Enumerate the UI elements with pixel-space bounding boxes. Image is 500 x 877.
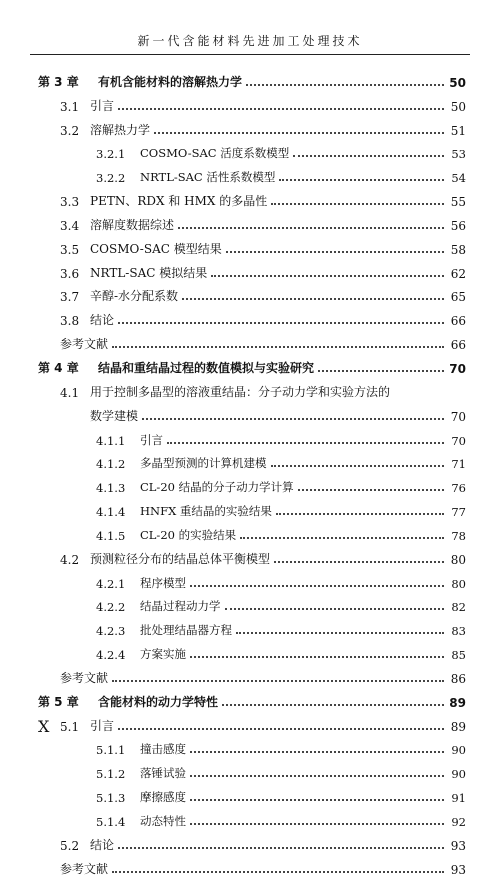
toc-entry-title: 引言 — [140, 432, 163, 447]
toc-entry-title: CL-20 结晶的分子动力学计算 — [140, 480, 294, 495]
dot-leader — [190, 823, 444, 825]
dot-leader — [118, 728, 444, 730]
toc-page-number: 80 — [450, 552, 466, 567]
toc-entry-title: COSMO-SAC 活度系数模型 — [140, 146, 290, 161]
toc-entry-title: 结论 — [90, 837, 115, 852]
toc-entry-number: 4.2.4 — [96, 648, 126, 663]
toc-entry-title: 撞击感度 — [140, 742, 186, 757]
toc-chapter-row — [38, 686, 466, 710]
toc-entry-row — [38, 757, 466, 781]
toc-entry-number: 4.2 — [60, 552, 80, 567]
toc-page-number: 70 — [449, 361, 466, 376]
toc-entry-title: 辛醇-水分配系数 — [90, 289, 179, 304]
dot-leader — [154, 132, 444, 134]
toc-entry-row — [38, 90, 466, 114]
toc-entry-number: 第 5 章 — [38, 694, 79, 709]
toc-entry-number: 5.1.4 — [96, 815, 126, 829]
dot-leader — [178, 227, 444, 229]
toc-page-number: 78 — [451, 528, 466, 543]
dot-leader — [118, 847, 444, 849]
toc-entry-row — [38, 853, 466, 877]
toc-entry-row — [38, 304, 466, 328]
toc-entry-title: 引言 — [90, 718, 115, 733]
toc-entry-title: 结晶过程动力学 — [140, 599, 221, 614]
toc-entry-title: 引言 — [90, 98, 115, 113]
toc-page-number: 76 — [451, 481, 466, 496]
dot-leader — [225, 608, 445, 610]
toc-entry-row — [38, 185, 466, 209]
toc-entry-number: 4.2.3 — [96, 624, 126, 639]
toc-entry-title: 数学建模 — [90, 408, 139, 423]
toc-page-number: 71 — [451, 457, 466, 472]
toc-page-number: 86 — [450, 671, 466, 686]
toc-page-number: 66 — [450, 338, 466, 353]
toc-entry-row — [38, 328, 466, 352]
toc-entry-row — [38, 710, 466, 734]
toc-entry-number: 5.1 — [60, 719, 80, 734]
toc-page-number: 70 — [450, 409, 466, 424]
toc-page-number: 77 — [451, 505, 466, 520]
toc-entry-number: 3.2 — [60, 123, 80, 138]
toc-entry-row — [38, 662, 466, 686]
toc-page-number: 85 — [451, 648, 466, 663]
toc-page-number: 90 — [451, 767, 466, 782]
toc-entry-number: 3.6 — [60, 266, 80, 281]
toc-entry-number: 4.1.3 — [96, 481, 126, 496]
dot-leader — [190, 775, 444, 777]
toc-entry-title: 动态特性 — [140, 814, 186, 828]
toc-entry-title: 有机含能材料的溶解热力学 — [98, 74, 243, 89]
dot-leader — [226, 251, 444, 253]
toc-page-number: 50 — [450, 99, 466, 114]
toc-entry-title: 批处理结晶器方程 — [140, 623, 232, 638]
dot-leader — [298, 489, 444, 491]
dot-leader — [118, 322, 444, 324]
toc-entry-number: 3.3 — [60, 195, 80, 210]
dot-leader — [190, 585, 444, 587]
dot-leader — [236, 632, 444, 634]
toc-entry-number: 5.1.2 — [96, 767, 126, 782]
toc-entry-number: 5.1.1 — [96, 743, 126, 758]
toc-page-number: 83 — [451, 624, 466, 639]
toc-entry-title: 结论 — [90, 313, 115, 328]
running-header — [30, 28, 470, 55]
toc-entry-row — [38, 448, 466, 472]
toc-entry-title: NRTL-SAC 模拟结果 — [90, 265, 208, 280]
toc-entry-title: 参考文献 — [60, 337, 109, 352]
toc-entry-title: 用于控制多晶型的溶液重结晶：分子动力学和实验方法的 — [90, 384, 391, 399]
toc-chapter-row — [38, 352, 466, 376]
dot-leader — [274, 561, 444, 563]
toc-entry-row — [38, 281, 466, 305]
toc-entry-row — [38, 471, 466, 495]
toc-entry-row — [38, 424, 466, 448]
toc-entry-row — [38, 781, 466, 805]
toc-entry-row — [38, 734, 466, 758]
toc-entry-title: 落锤试验 — [140, 766, 186, 781]
dot-leader — [167, 442, 444, 444]
toc-entry-number: 5.1.3 — [96, 791, 126, 806]
toc-entry-number: 4.2.1 — [96, 576, 126, 591]
dot-leader — [240, 537, 444, 539]
toc-entry-row — [38, 161, 466, 185]
page-number: X — [38, 717, 50, 736]
toc-entry-title: 预测粒径分布的结晶总体平衡模型 — [90, 551, 271, 566]
dot-leader — [118, 108, 444, 110]
dot-leader — [222, 704, 444, 706]
toc-entry-number: 4.1.5 — [96, 528, 126, 543]
toc-entry-row — [38, 400, 466, 424]
toc-entry-title: HNFX 重结晶的实验结果 — [140, 504, 272, 519]
toc-page-number: 70 — [451, 433, 466, 448]
toc-page-number: 66 — [450, 314, 466, 329]
toc-entry-row — [38, 209, 466, 233]
toc-entry-number: 3.2.1 — [96, 147, 126, 162]
toc-entry-title: CL-20 的实验结果 — [140, 527, 237, 542]
dot-leader — [190, 751, 444, 753]
toc-entry-row — [38, 138, 466, 162]
toc-entry-row — [38, 567, 466, 591]
toc-entry-row — [38, 114, 466, 138]
toc-entry-row — [38, 591, 466, 615]
dot-leader — [190, 656, 444, 658]
toc-page-number: 62 — [450, 266, 466, 281]
toc-entry-title: 方案实施 — [140, 647, 186, 662]
toc-page-number: 91 — [451, 791, 466, 806]
toc-entry-title: NRTL-SAC 活性系数模型 — [140, 170, 276, 185]
toc-page-number: 93 — [450, 838, 466, 853]
toc-entry-title: PETN、RDX 和 HMX 的多晶性 — [90, 194, 268, 209]
toc-entry-number: 4.1.4 — [96, 505, 126, 520]
toc-page-number: 55 — [450, 195, 466, 210]
toc-entry-row — [38, 257, 466, 281]
toc-entry-title: 溶解热力学 — [90, 122, 151, 137]
toc-entry-number: 3.4 — [60, 218, 80, 233]
toc-entry-title: 参考文献 — [60, 670, 109, 685]
dot-leader — [211, 275, 444, 277]
toc-entry-number: 4.1.2 — [96, 457, 126, 472]
dot-leader — [182, 298, 444, 300]
toc-entry-number: 3.5 — [60, 242, 80, 257]
toc-page-number: 56 — [450, 218, 466, 233]
toc-page-number: 82 — [451, 600, 466, 615]
toc-entry-row — [38, 233, 466, 257]
dot-leader — [112, 871, 444, 873]
toc-entry-number: 4.2.2 — [96, 600, 126, 615]
dot-leader — [276, 513, 444, 515]
toc-page-number: 54 — [451, 171, 466, 186]
toc-page-number: 80 — [451, 576, 466, 591]
toc-entry-row — [38, 519, 466, 543]
toc-entry-number: 4.1 — [60, 385, 80, 400]
toc-page-number: 90 — [451, 743, 466, 758]
dot-leader — [142, 418, 444, 420]
toc-entry-row — [38, 829, 466, 853]
toc-entry-number: 5.2 — [60, 838, 80, 853]
toc-entry-title: 摩擦感度 — [140, 790, 186, 805]
toc-entry-row — [38, 638, 466, 662]
toc-entry-row — [38, 614, 466, 638]
toc-entry-title: 程序模型 — [140, 575, 186, 590]
table-of-contents — [38, 66, 466, 877]
dot-leader — [112, 346, 444, 348]
toc-entry-title: 含能材料的动力学特性 — [98, 694, 219, 709]
toc-entry-number: 3.2.2 — [96, 171, 126, 186]
toc-entry-title: 多晶型预测的计算机建模 — [140, 456, 267, 471]
toc-entry-number: 4.1.1 — [96, 433, 126, 448]
dot-leader — [279, 179, 444, 181]
dot-leader — [112, 680, 444, 682]
toc-entry-number: 3.7 — [60, 290, 80, 305]
toc-entry-number: 第 3 章 — [38, 74, 79, 89]
toc-page-number: 89 — [449, 695, 466, 710]
dot-leader — [271, 203, 444, 205]
toc-entry-row — [38, 543, 466, 567]
toc-entry-number: 3.8 — [60, 314, 80, 329]
toc-page-number: 51 — [450, 123, 466, 138]
dot-leader — [190, 799, 444, 801]
toc-entry-row — [38, 805, 466, 829]
toc-page-number: 65 — [450, 290, 466, 305]
book-title: 新一代含能材料先进加工处理技术 — [137, 34, 363, 48]
toc-entry-title: 结晶和重结晶过程的数值模拟与实验研究 — [98, 360, 315, 375]
toc-entry-number: 3.1 — [60, 99, 80, 114]
toc-entry-title: COSMO-SAC 模型结果 — [90, 241, 222, 256]
toc-page-number: 92 — [451, 815, 466, 829]
toc-entry-row — [38, 376, 466, 400]
toc-page-number: 89 — [450, 719, 466, 734]
toc-entry-title: 参考文献 — [60, 861, 109, 876]
toc-entry-number: 第 4 章 — [38, 360, 79, 375]
toc-page-number: 50 — [449, 75, 466, 90]
dot-leader — [246, 84, 444, 86]
toc-entry-title: 溶解度数据综述 — [90, 217, 175, 232]
toc-chapter-row — [38, 66, 466, 90]
toc-page-number: 58 — [450, 242, 466, 257]
dot-leader — [271, 465, 445, 467]
toc-page-number: 93 — [450, 862, 466, 877]
dot-leader — [293, 155, 444, 157]
toc-entry-row — [38, 495, 466, 519]
toc-page-number: 53 — [451, 147, 466, 162]
dot-leader — [318, 370, 444, 372]
